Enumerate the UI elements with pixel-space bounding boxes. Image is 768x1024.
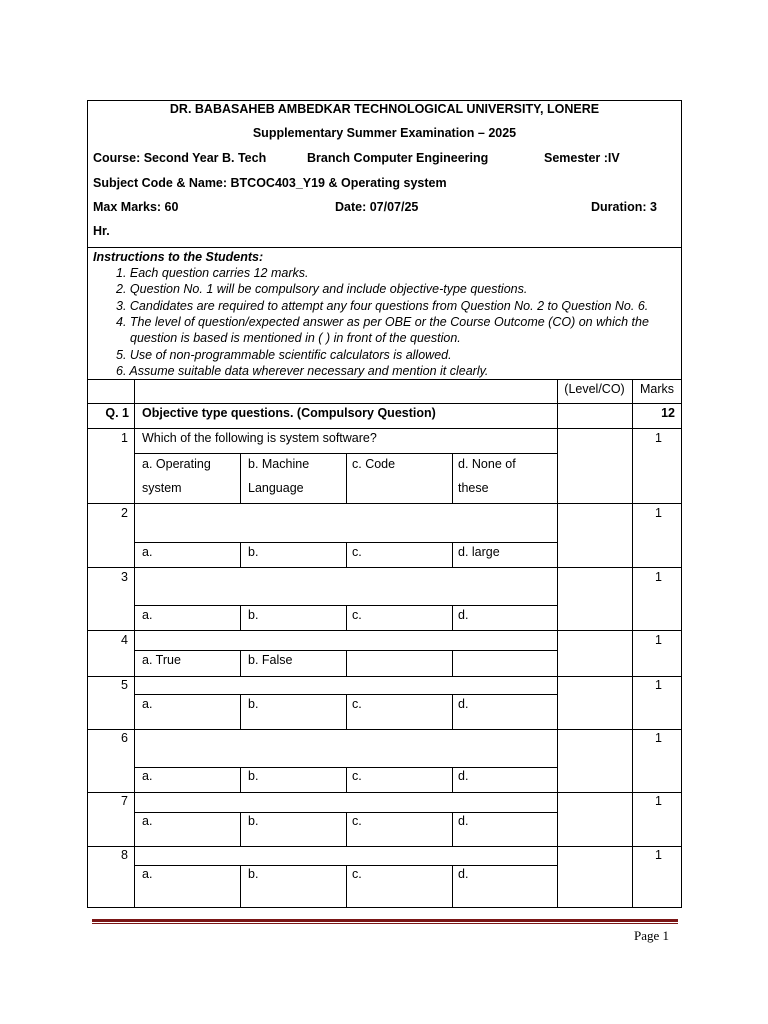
- option-b: Language: [248, 481, 304, 495]
- option-d: d. None of: [458, 457, 516, 471]
- option-b: b.: [248, 814, 259, 828]
- option-divider: [452, 650, 453, 676]
- col-line-level: [557, 729, 558, 792]
- level-co-header: (Level/CO): [564, 382, 625, 396]
- option-divider: [346, 767, 347, 792]
- option-b: b.: [248, 769, 259, 783]
- option-a: a.: [142, 814, 153, 828]
- option-divider: [240, 453, 241, 503]
- option-a: a.: [142, 769, 153, 783]
- page-number: Page 1: [634, 928, 670, 943]
- option-c: c.: [352, 608, 362, 622]
- option-b: b.: [248, 867, 259, 881]
- instruction-item: question is based is mentioned in ( ) in front of the question.: [130, 331, 461, 345]
- question-marks: 1: [655, 848, 662, 862]
- duration-text: Duration: 3: [591, 200, 657, 214]
- option-b: b.: [248, 608, 259, 622]
- instruction-item: 2. Question No. 1 will be compulsory and include objective-type questions.: [116, 282, 528, 296]
- option-a: system: [142, 481, 182, 495]
- option-c: c.: [352, 545, 362, 559]
- instruction-item: 6. Assume suitable data wherever necessary and mention it clearly.: [116, 364, 489, 378]
- question-text: Which of the following is system software?: [142, 431, 377, 445]
- option-divider: [452, 865, 453, 908]
- row-divider: [87, 729, 682, 730]
- option-divider: [240, 767, 241, 792]
- table-border-right: [681, 100, 682, 908]
- question-number: 6: [121, 731, 128, 745]
- exam-title: Supplementary Summer Examination – 2025: [252, 126, 517, 140]
- option-c: c.: [352, 697, 362, 711]
- question-marks: 1: [655, 731, 662, 745]
- option-b: b. False: [248, 653, 293, 667]
- question-marks: 1: [655, 678, 662, 692]
- option-divider: [346, 694, 347, 729]
- question-marks: 1: [655, 794, 662, 808]
- marks-header: Marks: [639, 382, 675, 396]
- option-d: d.: [458, 814, 469, 828]
- option-divider: [346, 453, 347, 503]
- option-d: d.: [458, 769, 469, 783]
- option-divider: [346, 812, 347, 846]
- option-divider: [452, 812, 453, 846]
- row-divider: [87, 846, 682, 847]
- col-line-level: [557, 503, 558, 567]
- option-b: b.: [248, 697, 259, 711]
- question-marks: 1: [655, 570, 662, 584]
- university-name: DR. BABASAHEB AMBEDKAR TECHNOLOGICAL UNIVERSITY, LONERE: [169, 102, 600, 116]
- instruction-item: 4. The level of question/expected answer as per OBE or the Course Outcome (CO) on which the: [116, 315, 649, 329]
- col-line-level-top: [557, 379, 558, 428]
- option-divider: [346, 650, 347, 676]
- question-number: 4: [121, 633, 128, 647]
- instruction-item: 1. Each question carries 12 marks.: [116, 266, 309, 280]
- option-divider: [240, 650, 241, 676]
- duration-unit-text: Hr.: [93, 224, 110, 238]
- question-marks: 1: [655, 506, 662, 520]
- option-a: a.: [142, 867, 153, 881]
- question-number: 5: [121, 678, 128, 692]
- option-divider: [240, 865, 241, 908]
- row-divider: [87, 428, 682, 429]
- instruction-item: 3. Candidates are required to attempt any four questions from Question No. 2 to Question No. 6.: [116, 299, 649, 313]
- col-line-level: [557, 792, 558, 846]
- semester-text: Semester :IV: [544, 151, 620, 165]
- option-a: a. True: [142, 653, 181, 667]
- header-divider: [87, 247, 682, 248]
- question-marks: 1: [655, 633, 662, 647]
- option-divider: [240, 605, 241, 630]
- instructions-title: Instructions to the Students:: [93, 250, 264, 264]
- option-divider: [452, 605, 453, 630]
- option-a: a.: [142, 545, 153, 559]
- option-divider: [452, 694, 453, 729]
- q1-label: Q. 1: [105, 406, 129, 420]
- option-c: c.: [352, 867, 362, 881]
- instruction-item: 5. Use of non-programmable scientific calculators is allowed.: [116, 348, 452, 362]
- row-divider: [87, 630, 682, 631]
- option-divider: [452, 542, 453, 567]
- option-divider: [452, 453, 453, 503]
- option-d: d.: [458, 697, 469, 711]
- footer-rule-thick: [92, 919, 678, 922]
- option-c: c.: [352, 814, 362, 828]
- option-d: d.: [458, 867, 469, 881]
- question-number: 7: [121, 794, 128, 808]
- table-border-bottom: [87, 907, 682, 908]
- max-marks-text: Max Marks: 60: [93, 200, 179, 214]
- instructions-divider: [87, 379, 682, 380]
- option-divider: [240, 694, 241, 729]
- footer-rule-thin: [92, 923, 678, 924]
- q1-marks: 12: [661, 406, 675, 420]
- option-c: c. Code: [352, 457, 396, 471]
- option-a: a.: [142, 608, 153, 622]
- row-divider: [87, 503, 682, 504]
- question-number: 3: [121, 570, 128, 584]
- option-c: c.: [352, 769, 362, 783]
- question-number: 1: [121, 431, 128, 445]
- subject-text: Subject Code & Name: BTCOC403_Y19 & Operating system: [93, 176, 447, 190]
- row-divider: [87, 567, 682, 568]
- option-a: a. Operating: [142, 457, 211, 471]
- option-a: a.: [142, 697, 153, 711]
- col-line-level: [557, 676, 558, 729]
- row-divider: [87, 676, 682, 677]
- option-divider: [240, 542, 241, 567]
- option-b: b.: [248, 545, 259, 559]
- option-divider: [240, 812, 241, 846]
- date-text: Date: 07/07/25: [335, 200, 419, 214]
- row-divider: [87, 403, 682, 404]
- option-d: d. large: [458, 545, 500, 559]
- option-divider: [346, 865, 347, 908]
- option-d: d.: [458, 608, 469, 622]
- option-divider: [346, 605, 347, 630]
- option-divider: [452, 767, 453, 792]
- option-divider: [346, 542, 347, 567]
- question-number: 2: [121, 506, 128, 520]
- col-line-number: [134, 379, 135, 908]
- col-line-level: [557, 630, 558, 676]
- branch-text: Branch Computer Engineering: [307, 151, 489, 165]
- course-text: Course: Second Year B. Tech: [93, 151, 267, 165]
- option-b: b. Machine: [248, 457, 310, 471]
- col-line-level: [557, 567, 558, 630]
- option-d: these: [458, 481, 489, 495]
- q1-title: Objective type questions. (Compulsory Question): [142, 406, 436, 420]
- col-line-level: [557, 846, 558, 908]
- question-number: 8: [121, 848, 128, 862]
- row-divider: [87, 792, 682, 793]
- question-marks: 1: [655, 431, 662, 445]
- table-border-left: [87, 100, 88, 908]
- col-line-level: [557, 428, 558, 503]
